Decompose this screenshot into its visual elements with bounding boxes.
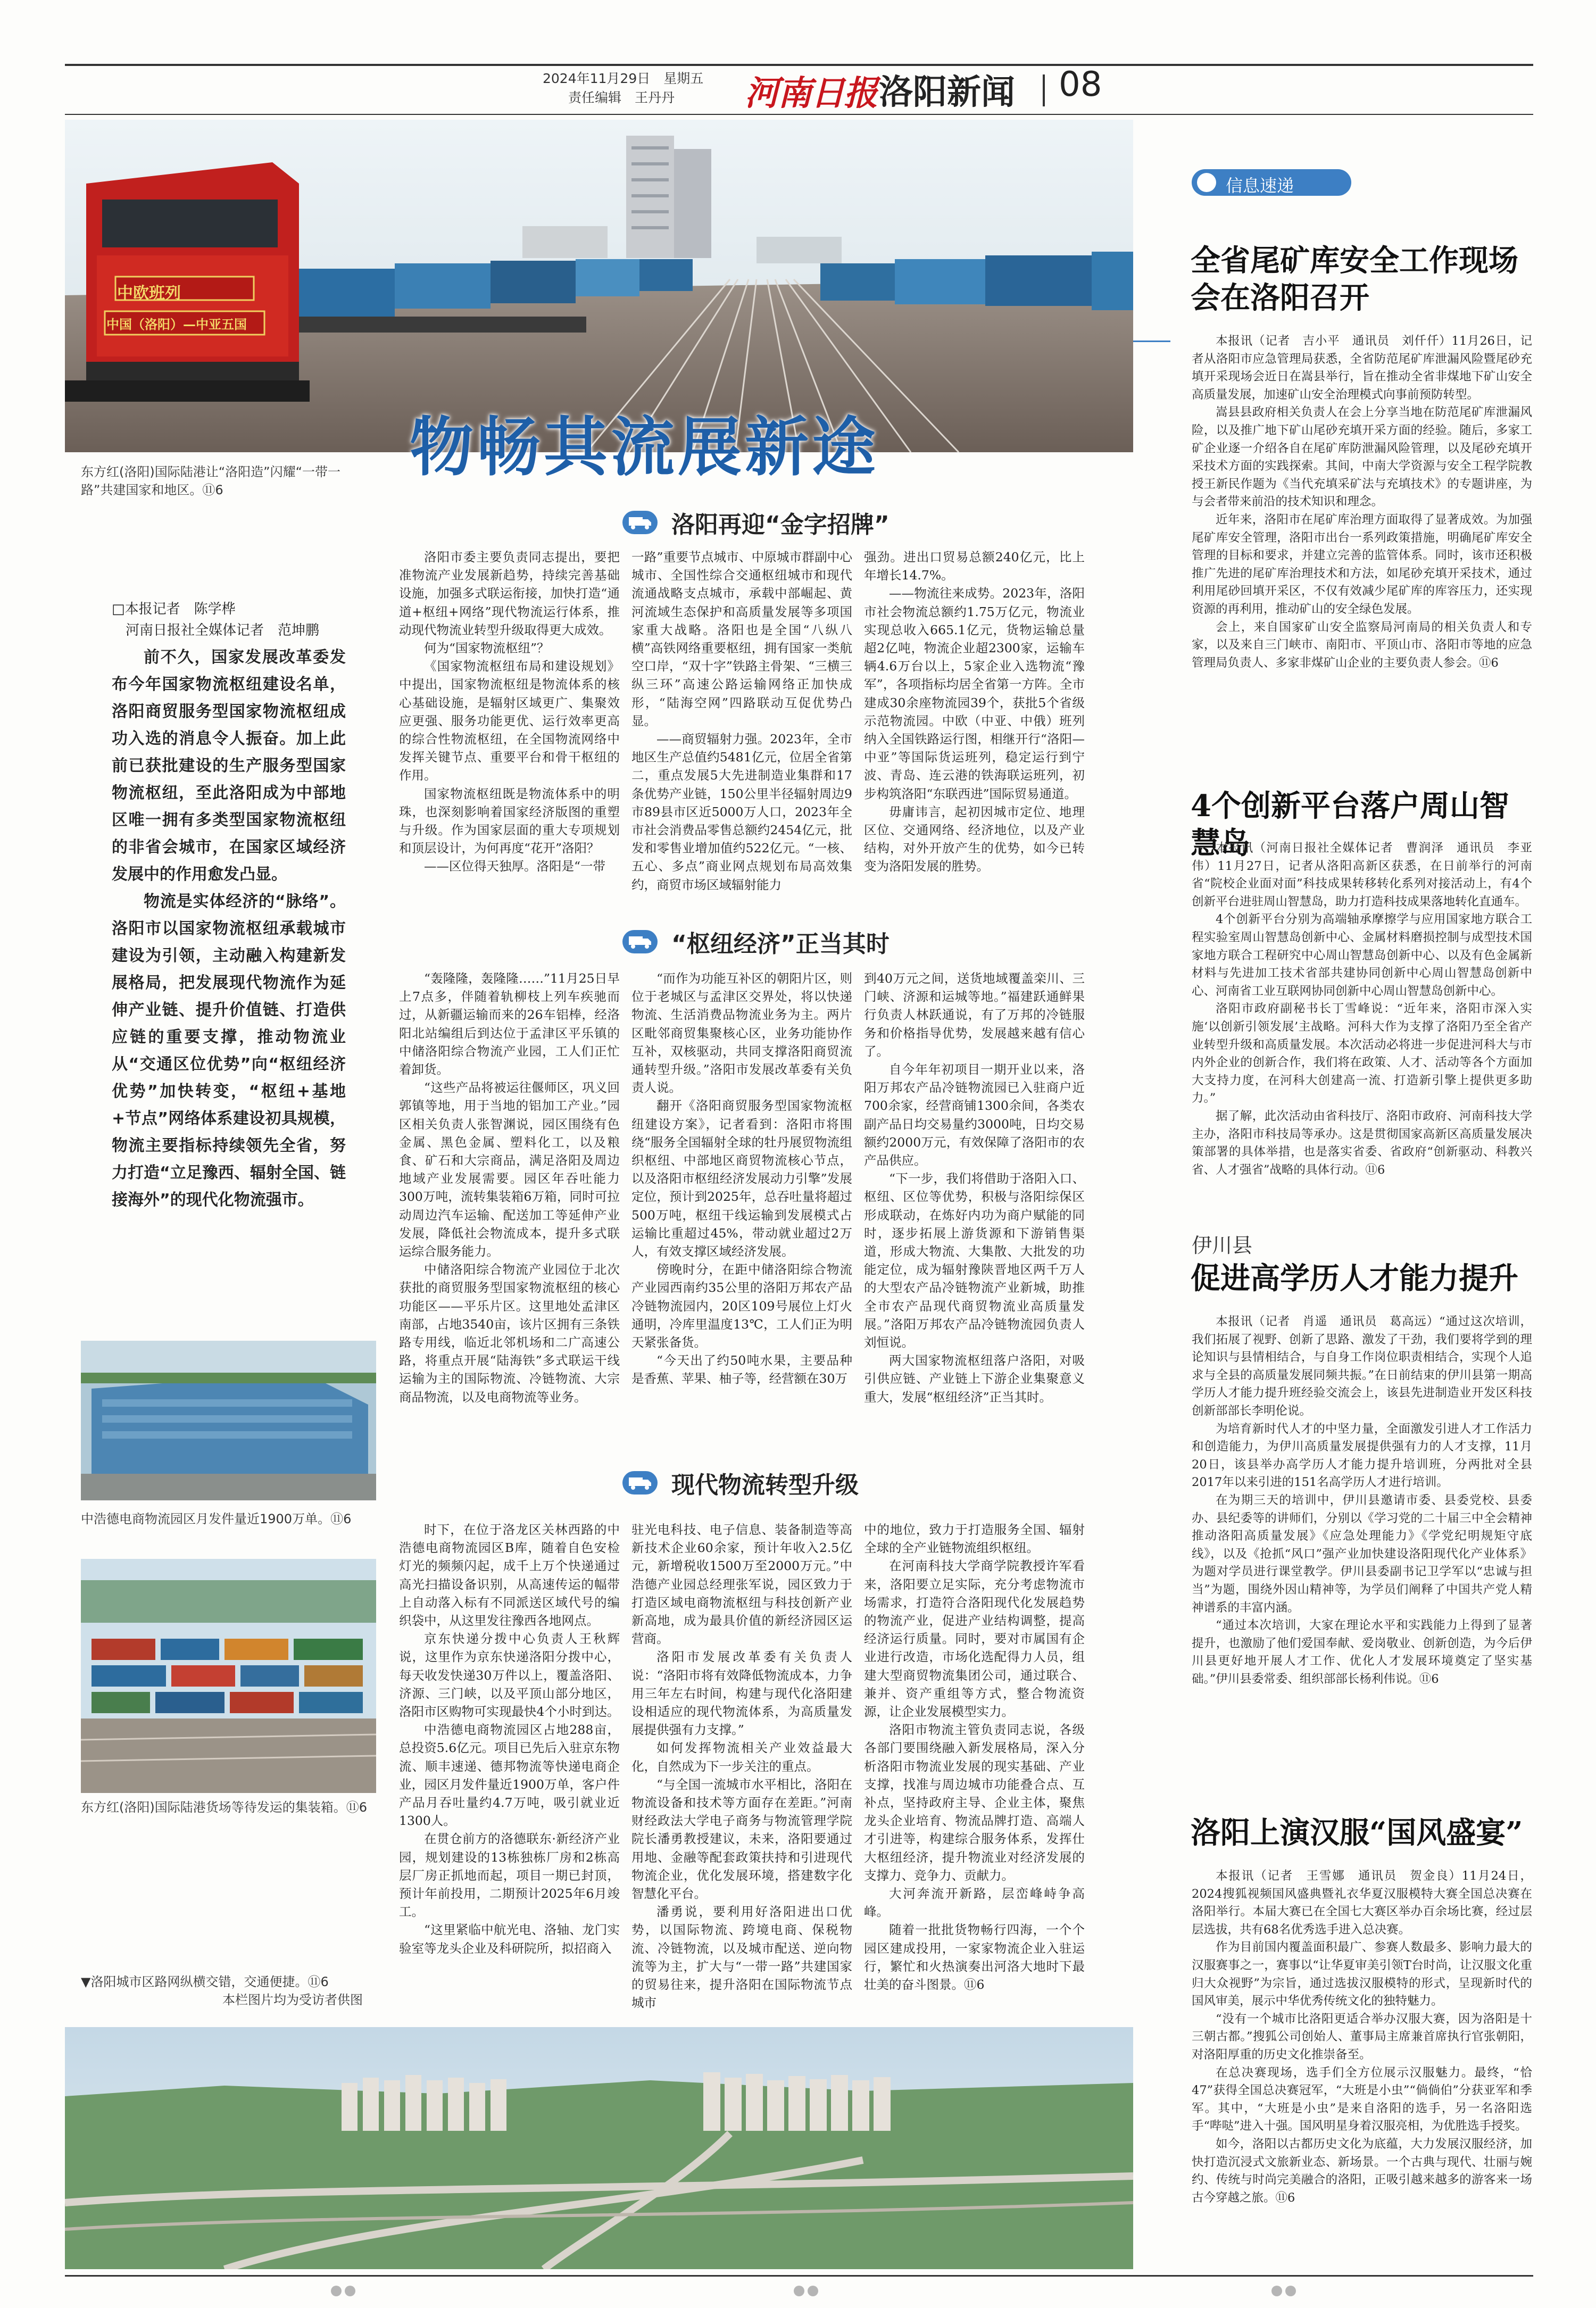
paragraph: 随着一批批货物畅行四海，一个个园区建成投用，一家家物流企业入驻运行，繁忙和火热演奏出河洛大地时下最壮美的奋斗图景。⑪6 <box>864 1922 1085 1992</box>
paragraph: 4个创新平台分别为高端轴承摩擦学与应用国家地方联合工程实验室周山智慧岛创新中心、金属材料磨损控制与成型技术国家地方联合工程研究中心周山智慧岛创新中心、以及有色金属新材料与先进加工技术省部共建协同创新中心周山智慧岛创新中心、河南省工业互联网协同创新中心周山智慧岛创新中心。 <box>1192 912 1532 998</box>
paragraph: 翻开《洛阳商贸服务型国家物流枢纽建设方案》，记者看到：洛阳市将围绕“服务全国辐射全球的牡丹展贸物流组织枢纽、中部地区商贸物流核心节点，以及洛阳市枢纽经济发展动力引擎”发展定位，预计到2025年，总吞吐量将超过500万吨，枢纽干线运输到发展模式占运输比重超过45%，带动就业超过2万人，有效支撑区域经济发展。 <box>631 1098 852 1259</box>
photo4-caption-line-1: ▼洛阳城市区路网纵横交错，交通便捷。⑪6 <box>81 1974 329 1989</box>
paragraph: 在贯仓前方的洛德联东·新经济产业园，规划建设的13栋独栋厂房和2栋高层厂房正抓地而起，项目一期已封顶，预计年前投用，二期预计2025年6月竣工。 <box>399 1831 620 1920</box>
paragraph: “通过本次培训，大家在理论水平和实践能力上得到了显著提升，也激励了他们爱国奉献、爱岗敬业、创新创造，为今后伊川县更好地开展人才工作、优化人才发展环境奠定了坚实基础。”伊川县委常委、组织部部长杨利伟说。⑪6 <box>1192 1618 1532 1686</box>
article-kicker: 伊川县 <box>1192 1234 1253 1257</box>
sub3-column-2 <box>631 1521 852 2012</box>
info-icon <box>1197 173 1216 192</box>
paragraph: 大河奔流开新路，层峦峰峙争高峰。 <box>864 1886 1085 1920</box>
article-body <box>1192 1867 1532 2207</box>
footer-dot <box>1271 2286 1282 2296</box>
paragraph: 中储洛阳综合物流产业园位于北次获批的商贸服务型国家物流枢纽的核心功能区——平乐片区。这里地处孟津区南部，占地3540亩，该片区拥有三条铁路专用线，临近北邻机场和二广高速公路，将重点开展“陆海铁”多式联运干线运输为主的国际物流、冷链物流、大宗商品物流，以及电商物流等业务。 <box>399 1262 620 1405</box>
photo4-caption <box>81 1973 379 2009</box>
paragraph: 本报讯（记者 肖遥 通讯员 葛高远）“通过这次培训，我们拓展了视野、创新了思路、激发了干劲，我们要将学到的理论知识与县情相结合，与自身工作岗位职责相结合，实现个人追求与全县的高质量发展同频共振。”在日前结束的伊川县第一期高学历人才能力提升班经验交流会上，该县先进制造业开发区科技创新部部长李明伦说。 <box>1192 1315 1532 1418</box>
paragraph: “与全国一流城市水平相比，洛阳在物流设备和技术等方面存在差距。”河南财经政法大学电子商务与物流管理学院院长潘勇教授建议，未来，洛阳要通过用地、金融等配套政策扶持和引进现代物流企业，优化发展环境，搭建数字化智慧化平台。 <box>631 1776 852 1902</box>
sub3-column-1 <box>399 1521 620 1957</box>
byline-line-1: □本报记者 陈学桦 <box>112 601 236 617</box>
sub2-column-3 <box>864 969 1085 1406</box>
sub1-column-2 <box>631 548 852 894</box>
photo3-caption: 东方红(洛阳)国际陆港货场等待发运的集装箱。⑪6 <box>81 1800 367 1815</box>
footer-dot <box>1285 2286 1296 2296</box>
photo-ecommerce-park <box>81 1341 376 1500</box>
paragraph: “下一步，我们将借助于洛阳入口、枢纽、区位等优势，积极与洛阳综保区形成联动，在炼好内功为商户赋能的同时，逐步拓展上游货源和下游销售渠道，形成大物流、大集散、大批发的功能定位，成为辐射豫陕晋地区两千万人的大型农产品冷链物流产业新城，助推全市农产品现代商贸物流业高质量发展。”洛阳万邦农产品冷链物流园负责人刘恒说。 <box>864 1171 1085 1350</box>
sub1-column-3 <box>864 548 1085 876</box>
paragraph: 如何发挥物流相关产业效益最大化，自然成为下一步关注的重点。 <box>631 1740 852 1774</box>
paragraph: 中浩德电商物流园区占地288亩，总投资5.6亿元。项目已先后入驻京东物流、顺丰速递、德邦物流等快递电商企业，园区月发件量近1900万单，客户件产品月吞吐量约4.7万吨，吸引就业近1300人。 <box>399 1722 620 1829</box>
intro-paragraph: 前不久，国家发展改革委发布今年国家物流枢纽建设名单，洛阳商贸服务型国家物流枢纽成功入选的消息令人振奋。加上此前已获批建设的生产服务型国家物流枢纽，至此洛阳成为中部地区唯一拥有多类型国家物流枢纽的非省会城市，在国家区域经济发展中的作用愈发凸显。 <box>112 648 346 884</box>
paragraph: 本报讯（记者 吉小平 通讯员 刘仟仟）11月26日，记者从洛阳市应急管理局获悉，全省防范尾矿库泄漏风险暨尾砂充填开采现场会近日在嵩县举行，旨在推动全省非煤地下矿山安全高质量发展，加速矿山安全治理模式向事前预防转型。 <box>1192 334 1532 402</box>
paragraph: “没有一个城市比洛阳更适合举办汉服大赛，因为洛阳是十三朝古都。”搜狐公司创始人、董事局主席兼首席执行官张朝阳，对洛阳厚重的历史文化推崇备至。 <box>1192 2012 1532 2062</box>
paragraph: 本报讯（记者 王雪娜 通讯员 贺金良）11月24日，2024搜狐视频国风盛典暨礼衣华夏汉服模特大赛全国总决赛在洛阳举行。本届大赛已在全国七大赛区举办百余场比赛，经过层层选拔，共有68名优秀选手进入总决赛。 <box>1192 1869 1532 1937</box>
truck-icon <box>622 511 658 534</box>
right-column-rule <box>1133 341 1170 342</box>
footer-rule <box>65 2275 1533 2277</box>
paragraph: 会上，来自国家矿山安全监察局河南局的相关负责人和专家，以及来自三门峡市、南阳市、平顶山市、洛阳市等地的应急管理局负责人、多家非煤矿山企业的主要负责人参会。⑪6 <box>1192 620 1532 670</box>
paragraph: 京东快递分拨中心负责人王秋辉说，这里作为京东快递洛阳分拨中心，每天收发快递30万件以上，覆盖洛阳、济源、三门峡，以及平顶山部分地区，洛阳市区购物可实现最快4个小时到达。 <box>399 1631 620 1720</box>
article-title: 4个创新平台落户周山智慧岛 <box>1191 788 1509 861</box>
feature-intro <box>112 644 346 1214</box>
paragraph: 何为“国家物流枢纽”？ <box>424 641 550 656</box>
subhead-golden-sign: 洛阳再迎“金字招牌” <box>671 511 890 538</box>
newspaper-logo: 河南日报 <box>745 73 877 113</box>
paragraph: 洛阳市物流主管负责同志说，各级各部门要围绕融入新发展格局，深入分析洛阳市物流业发展的现实基础、产业支撑，找准与周边城市功能叠合点、互补点，坚持政府主导、企业主体，聚焦龙头企业培育、物流品牌打造、高端人才引进等，构建综合服务体系，发挥仕大枢纽经济，提升物流业对经济发展的支撑力、竞争力、贡献力。 <box>864 1722 1085 1883</box>
news-brief-tag-label: 信息速递 <box>1226 176 1294 196</box>
paragraph: 近年来，洛阳市在尾矿库治理方面取得了显著成效。为加强尾矿库安全管理，洛阳市出台一系列政策措施，明确尾矿库安全管理的目标和要求，并建立完善的监管体系。同时，该市还积极推广先进的尾矿库治理技术和方法，如尾砂充填开采技术，通过利用尾砂回填开采区，不仅有效减少尾矿库的库容压力，还实现资源的再利用，推动矿山的安全绿色发展。 <box>1192 512 1532 616</box>
paragraph: “这些产品将被运往偃师区，巩义回郭镇等地，用于当地的铝加工产业。”园区相关负责人张智渊说，园区围绕有色金属、黑色金属、塑料化工，以及粮食、矿石和大宗商品，满足洛阳及周边地域产业发展需要。园区年吞吐能力300万吨，流转集装箱6万箱，同时可拉动周边汽车运输、配送加工等延伸产业发展，降低社会物流成本，提升多式联运综合服务能力。 <box>399 1080 620 1259</box>
truck-icon <box>622 930 658 953</box>
paragraph: 在河南科技大学商学院教授许军看来，洛阳要立足实际，充分考虑物流市场需求，打造符合洛阳现代化发展趋势的物流产业，促进产业结构调整，提高经济运行质量。同时，要对市属国有企业进行改造，市场化选配得力人员，组建大型商贸物流集团公司，通过联合、兼并、资产重组等方式，整合物流资源，让企业发展模型实力。 <box>864 1558 1085 1720</box>
paragraph: 《国家物流枢纽布局和建设规划》中提出，国家物流枢纽是物流体系的核心基础设施，是辐射区域更广、集聚效应更强、服务功能更优、运行效率更高的综合性物流枢纽，在全国物流网络中发挥关键节点、重要平台和骨干枢纽的作用。 <box>399 659 620 783</box>
paragraph: 洛阳市委主要负责同志提出，要把准物流产业发展新趋势，持续完善基础设施，加强多式联运衔接，加快打造“通道+枢纽+网络”现代物流运行体系，推动现代物流业转型升级取得更大成效。 <box>399 550 620 637</box>
paragraph: “这里紧临中航光电、洛轴、龙门实验室等龙头企业及科研院所，拟招商入 <box>399 1922 620 1956</box>
photo-city-roads <box>65 2027 1133 2269</box>
feature-title: 物畅其流展新途 <box>410 410 879 485</box>
photo-container-yard <box>81 1559 376 1793</box>
paragraph: 自今年年初项目一期开业以来，洛阳万邦农产品冷链物流园已入驻商户近700余家，经营商铺1300余间，各类农副产品日均交易量约3000吨，日均交易额约2000万元，有效保障了洛阳市的农产品供应。 <box>864 1062 1085 1168</box>
byline-reporters <box>112 599 335 641</box>
photo2-caption: 中浩德电商物流园区月发件量近1900万单。⑪6 <box>81 1512 352 1526</box>
paragraph: 驻光电科技、电子信息、装备制造等高新技术企业60余家，预计年收入2.5亿元，新增税收1500万至2000万元。”中浩德产业园总经理张军说，园区致力于打造区域电商物流枢纽与科技创新产业新高地，成为最具价值的新经济园区运营商。 <box>631 1522 852 1647</box>
train-plate-1: 中欧班列 <box>117 284 181 303</box>
paragraph: ——区位得天独厚。洛阳是“一带 <box>424 859 606 874</box>
paragraph: 一路”重要节点城市、中原城市群副中心城市、全国性综合交通枢纽城市和现代流通战略支点城市，承载中部崛起、黄河流域生态保护和高质量发展等多项国家重大战略。洛阳也是全国“八纵八横”高铁网络重要枢纽，拥有国家一类航空口岸，“双十字”铁路主骨架、“三横三纵三环”高速公路运输网络正加快成形，“陆海空网”四路联动互促优势凸显。 <box>631 550 852 728</box>
paragraph: 国家物流枢纽既是物流体系中的明珠，也深刻影响着国家经济版图的重塑与升级。作为国家层面的重大专项规划和顶层设计，为何再度“花开”洛阳？ <box>399 786 620 856</box>
paragraph: 在总决赛现场，选手们全方位展示汉服魅力。最终，“恰47”获得全国总决赛冠军，“大班是小虫”“倘倘伯”分获亚军和季军。其中，“大班是小虫”是来自洛阳的选手，另一名洛阳选手“哔哒”进入十强。国风明星身着汉服亮相，为优胜选手授奖。 <box>1192 2065 1532 2133</box>
footer-dot <box>331 2286 342 2296</box>
paragraph: 嵩县县政府相关负责人在会上分享当地在防范尾矿库泄漏风险，以及推广地下矿山尾砂充填开采方面的经验。随后，多家工矿企业逐一介绍各自在尾矿库防泄漏风险管理，以及尾砂充填开采技术方面的实践探索。其间，中南大学资源与安全工程学院教授王新民作题为《当代充填采矿法与充填技术》的专题讲座，为与会者带来前沿的技术知识和理念。 <box>1192 405 1532 509</box>
sub1-column-1 <box>399 548 620 876</box>
subhead-hub-economy: “枢纽经济”正当其时 <box>671 931 890 958</box>
byline-line-2: 河南日报社全媒体记者 范坤鹏 <box>112 622 320 638</box>
paragraph: 为培育新时代人才的中坚力量，全面激发引进人才工作活力和创造能力，为伊川高质量发展提供强有力的人才支撑，11月20日，该县举办高学历人才能力提升培训班，分两批对全县2017年以来引进的151名高学历人才进行培训。 <box>1192 1422 1532 1490</box>
paragraph: “今天出了约50吨水果，主要品种是香蕉、苹果、柚子等，经营额在30万 <box>631 1353 852 1387</box>
train-plate-2: 中国（洛阳）—中亚五国 <box>106 317 247 332</box>
paragraph: 在为期三天的培训中，伊川县邀请市委、县委党校、县委办、县纪委等的讲师们，分别以《学习党的二十届三中全会精神推动洛阳高质量发展》《应急处理能力》《学党纪明规矩守底线》，以及《抢抓“风口”强产业加快建设洛阳现代化产业体系》为题对学员进行课堂教学。伊川县委副书记卫学军以“忠诚与担当”为题，围绕外因山精神等，为学员们阐释了中国共产党人精神谱系的丰富内涵。 <box>1192 1493 1532 1615</box>
paragraph: 洛阳市发展改革委有关负责人说：“洛阳市将有效降低物流成本，力争用三年左右时间，构建与现代化洛阳建设相适应的现代物流体系，为高质量发展提供强有力支撑。” <box>631 1649 852 1738</box>
truck-icon <box>622 1471 658 1495</box>
paragraph: 傍晚时分，在距中储洛阳综合物流产业园西南约35公里的洛阳万邦农产品冷链物流园内，20区109号展位上灯火通明，冷库里温度13℃，工人们正为明天紧张备货。 <box>631 1262 852 1350</box>
paragraph: 到40万元之间，送货地域覆盖栾川、三门峡、济源和运城等地。”福建跃通鲜果行负责人林跃通说，有了万邦的冷链服务和价格指导优势，发展越来越有信心了。 <box>864 971 1085 1059</box>
article-title: 全省尾矿库安全工作现场会在洛阳召开 <box>1191 243 1518 316</box>
footer-dot <box>345 2286 355 2296</box>
header-editor: 责任编辑 王丹丹 <box>568 90 675 105</box>
page-number: 08 <box>1059 65 1102 104</box>
paragraph: 本报讯（河南日报社全媒体记者 曹润泽 通讯员 李亚伟）11月27日，记者从洛阳高新区获悉，在日前举行的河南省“院校企业面对面”科技成果转移转化系列对接活动上，有4个创新平台进驻周山智慧岛，助力打造科技成果落地转化直通车。 <box>1192 841 1532 909</box>
paragraph: “而作为功能互补区的朝阳片区，则位于老城区与孟津区交界处，将以快递物流、生活消费品物流业务为主。两片区毗邻商贸集聚核心区，业务功能协作互补，双核驱动，共同支撑洛阳商贸流通转型升级。”洛阳市发展改革委有关负责人说。 <box>631 971 852 1095</box>
paragraph: 潘勇说，要利用好洛阳进出口优势，以国际物流、跨境电商、保税物流、冷链物流，以及城市配送、逆向物流等为主，扩大与“一带一路”共建国家的贸易往来，提升洛阳在国际物流节点城市 <box>631 1904 852 2011</box>
paragraph: 强劲。进出口贸易总额240亿元，比上年增长14.7%。 <box>864 550 1085 583</box>
article-body <box>1192 1313 1532 1688</box>
sub2-column-1 <box>399 969 620 1406</box>
paragraph: “轰隆隆，轰隆隆……”11月25日早上7点多，伴随着轨柳枝上列车疾驰而过，从新疆运输而来的26车铝棒，经洛阳北站编组后到达位于孟津区平乐镇的中储洛阳综合物流产业园，工人们正忙着卸货。 <box>399 971 620 1077</box>
paragraph: 两大国家物流枢纽落户洛阳，对吸引供应链、产业链上下游企业集聚意义重大，发展“枢纽经济”正当其时。 <box>864 1353 1085 1405</box>
article-title: 洛阳上演汉服“国风盛宴” <box>1191 1815 1523 1850</box>
section-divider <box>1043 74 1045 106</box>
paragraph: ——物流往来成势。2023年，洛阳市社会物流总额约1.75万亿元，物流业实现总收入665.1亿元，货物运输总量超2亿吨，物流企业超2300家，运输车辆4.6万台以上，5家企业入选物流“豫军”，各项指标均居全省第一方阵。全市建成30余座物流园39个，获批5个省级示范物流园。中欧（中亚、中俄）班列纳入全国铁路运行图，相继开行“洛阳—中亚”等国际货运班列，稳定运行到宁波、青岛、连云港的铁海联运班列，初步构筑洛阳“东联西进”国际贸易通道。 <box>864 586 1085 801</box>
article-title: 促进高学历人才能力提升 <box>1191 1261 1518 1296</box>
paragraph: 中的地位，致力于打造服务全国、辐射全球的全产业链物流组织枢纽。 <box>864 1522 1085 1556</box>
paragraph: 作为目前国内覆盖面积最广、参赛人数最多、影响力最大的汉服赛事之一，赛事以“让华夏审美引领T台时尚，让汉服文化重归大众视野”为宗旨，通过选拔汉服模特的形式，呈现新时代的国风审美，展示中华优秀传统文化的独特魅力。 <box>1192 1940 1532 2008</box>
paragraph: 时下，在位于洛龙区关林西路的中浩德电商物流园区B库，随着自色安检灯光的频频闪起，成千上万个快递通过高光扫描设备识别，从高速传运的幅带上自动落入标有不同派送区域代号的编织袋中，从这里发往豫西各地网点。 <box>399 1522 620 1629</box>
footer-dot <box>794 2286 804 2296</box>
article-body <box>1192 333 1532 672</box>
sub2-column-2 <box>631 969 852 1388</box>
paragraph: 洛阳市政府副秘书长丁雪峰说：“近年来，洛阳市深入实施‘以创新引领发展’主战略。河科大作为支撑了洛阳乃至全省产业转型升级和高质量发展。本次活动必将进一步促进河科大与市内外企业的创新合作，我们将在政策、人才、活动等各个方面加大支持力度，在河科大创建高一流、打造新引擎上提供更多助力。” <box>1192 1002 1532 1106</box>
footer-dot <box>808 2286 818 2296</box>
intro-paragraph: 物流是实体经济的“脉络”。洛阳市以国家物流枢纽承载城市建设为引领，主动融入构建新发展格局，把发展现代物流作为延伸产业链、提升价值链、打造供应链的重要支撑，推动物流业从“交通区位优势”向“枢纽经济优势”加快转变，“枢纽+基地+节点”网络体系建设初具规模，物流主要指标持续领先全省，努力打造“立足豫西、辐射全国、链接海外”的现代化物流强市。 <box>112 892 346 1209</box>
paragraph: 毋庸讳言，起初因城市定位、地理区位、交通网络、经济地位，以及产业结构，对外开放产生的优势，如今已转变为洛阳发展的胜势。 <box>864 804 1085 874</box>
sub3-column-3 <box>864 1521 1085 1994</box>
section-title: 洛阳新闻 <box>879 73 1015 112</box>
photo-credit: 本栏图片均为受访者供图 <box>222 1992 363 2007</box>
news-brief-tag <box>1192 169 1351 196</box>
header-date: 2024年11月29日 星期五 <box>543 71 704 86</box>
paragraph: ——商贸辐射力强。2023年，全市地区生产总值约5481亿元，位居全省第二，重点发展5大先进制造业集群和17条优势产业链，150公里半径辐射周边9市89县市区近5000万人口，2023年全市社会消费品零售总额约2454亿元，批发和零售业增加值约522亿元。“一核、五心、多点”商业网点规划布局高效集约，商贸市场区域辐射能力 <box>631 732 852 892</box>
paragraph: 据了解，此次活动由省科技厅、洛阳市政府、河南科技大学主办，洛阳市科技局等承办。这是贯彻国家高新区高质量发展决策部署的具体举措，也是落实省委、省政府“创新驱动、科教兴省、人才强省”战略的具体行动。⑪6 <box>1192 1109 1532 1177</box>
header-rule-bottom <box>65 114 1533 115</box>
paragraph: 如今，洛阳以古都历史文化为底蕴，大力发展汉服经济，加快打造沉浸式文旅新业态、新场景。一个古典与现代、壮丽与婉约、传统与时尚完美融合的洛阳，正吸引越来越多的游客来一场古今穿越之旅。⑪6 <box>1192 2137 1532 2205</box>
article-body <box>1192 840 1532 1179</box>
subhead-logistics-upgrade: 现代物流转型升级 <box>671 1472 859 1499</box>
photo1-caption: 东方红(洛阳)国际陆港让“洛阳造”闪耀“一带一路”共建国家和地区。⑪6 <box>81 464 341 497</box>
